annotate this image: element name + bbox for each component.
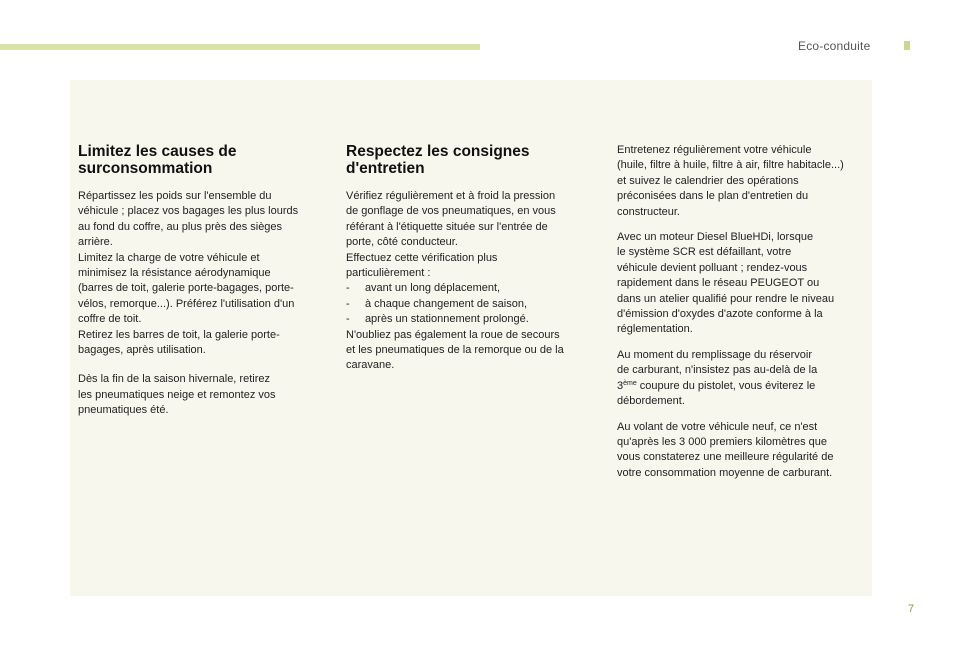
paragraph-tyre-pressure: Vérifiez régulièrement et à froid la pression de gonflage de vos pneumatiques, en vous référant à l'étiquette située sur l'entrée de porte, côté conducteur. Effectuez cette vérification plus particulièrement : - avant un long déplacement, - à chaque changement de saison, - après un stationnement prolongé. N'oubliez pas également la roue de secours et les pneumatiques de la remorque ou de la caravane. (346, 190, 564, 372)
section-marker (904, 41, 910, 50)
column-service (617, 143, 871, 491)
heading-maintenance: Respectez les consignes d'entretien (346, 143, 530, 177)
paragraph-load: Répartissez les poids sur l'ensemble du véhicule ; placez vos bagages les plus lourds au fond du coffre, au plus près des sièges arrière. Limitez la charge de votre véhicule et minimisez la résistance aérodynamique (barres de toit, galerie porte-bagages, porte- vélos, remorque...). Préférez l'utilisation d'un coffre de toit. Retirez les barres de toit, la galerie porte- bagages, après utilisation. (78, 190, 299, 357)
section-title: Eco-conduite (798, 39, 871, 53)
column-maintenance (346, 143, 598, 384)
paragraph-new-vehicle: Au volant de votre véhicule neuf, ce n'est qu'après les 3 000 premiers kilomètres que vous constaterez une meilleure régularité de votre consommation moyenne de carburant. (617, 420, 834, 479)
paragraph-winter-tyres: Dès la fin de la saison hivernale, retirez les pneumatiques neige et remontez vos pneumatiques été. (78, 373, 276, 417)
paragraph-bluehdi-scr: Avec un moteur Diesel BlueHDi, lorsque le système SCR est défaillant, votre véhicule devient polluant ; rendez-vous rapidement dans le réseau PEUGEOT ou dans un atelier qualifié pour rendre le niveau d'émission d'oxydes d'azote conforme à la réglementation. (617, 231, 835, 336)
column-overconsumption (78, 143, 328, 429)
page-number: 7 (908, 603, 915, 615)
header-accent-bar (0, 44, 480, 50)
paragraph-refuelling: Au moment du remplissage du réservoir de carburant, n'insistez pas au-delà de la 3ème coupure du pistolet, vous éviterez le débordement. (617, 348, 818, 408)
paragraph-regular-service: Entretenez régulièrement votre véhicule (huile, filtre à huile, filtre à air, filtre habitacle...) et suivez le calendrier des opérations préconisées dans le plan d'entretien du constructeur. (617, 144, 844, 218)
heading-overconsumption: Limitez les causes de surconsommation (78, 143, 237, 177)
